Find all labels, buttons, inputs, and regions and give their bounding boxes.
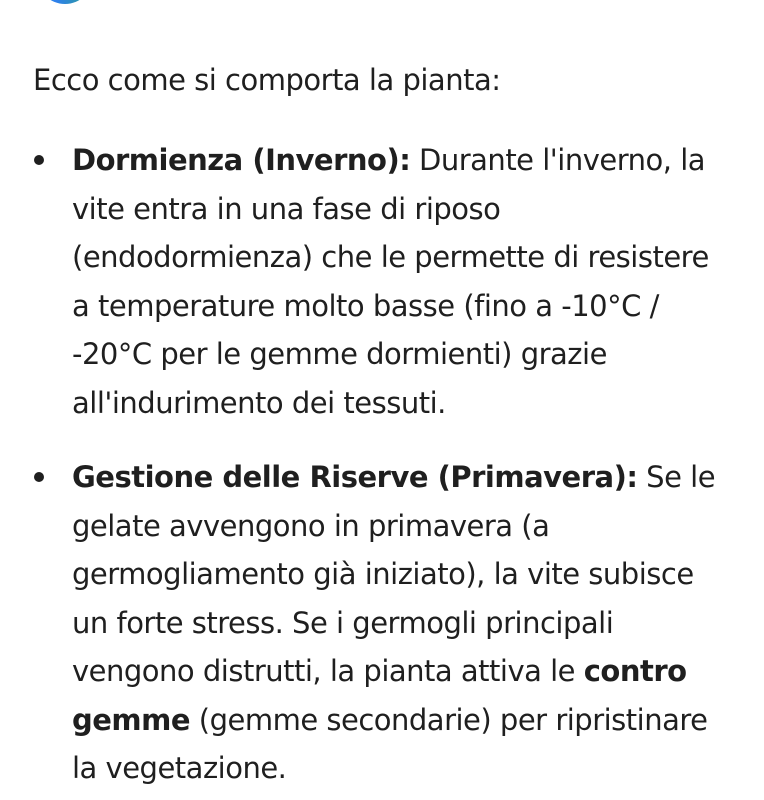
text-line: all'indurimento dei tessuti. xyxy=(72,385,446,420)
text-line: (endodormienza) che le permette di resistere xyxy=(72,240,709,274)
text-span: Se le xyxy=(637,460,716,494)
bold-term: contro xyxy=(583,654,687,688)
bullet-dot-icon xyxy=(34,155,44,165)
intro-text: Ecco come si comporta la pianta: xyxy=(33,63,501,97)
text-line: un forte stress. Se i germogli principali xyxy=(72,605,614,640)
bold-term: gemme xyxy=(72,702,191,737)
text-span: (gemme secondarie) per ripristinare xyxy=(190,702,708,737)
text-line: germogliamento già iniziato), la vite subisce xyxy=(72,557,694,591)
text-line: -20°C per le gemme dormienti) grazie xyxy=(72,337,607,371)
text-line: la vegetazione. xyxy=(72,751,287,785)
bullet-list xyxy=(72,136,752,793)
text-span: Durante l'inverno, la xyxy=(410,143,706,177)
bullet-item-dormienza xyxy=(72,136,752,427)
text-line xyxy=(72,696,752,745)
assistant-avatar-icon xyxy=(37,0,93,4)
bold-term: Dormienza (Inverno): xyxy=(72,143,411,177)
text-line: a temperature molto basse (fino a -10°C / xyxy=(72,288,659,323)
bullet-item-gestione-riserve xyxy=(72,453,752,793)
text-line xyxy=(72,453,752,502)
text-line xyxy=(72,647,752,696)
text-span: vengono distrutti, la pianta attiva le xyxy=(72,654,584,688)
bullet-dot-icon xyxy=(34,472,44,482)
text-line xyxy=(72,136,752,185)
text-line: gelate avvengono in primavera (a xyxy=(72,508,550,543)
bold-term: Gestione delle Riserve (Primavera): xyxy=(72,460,638,494)
text-line: vite entra in una fase di riposo xyxy=(72,191,501,226)
